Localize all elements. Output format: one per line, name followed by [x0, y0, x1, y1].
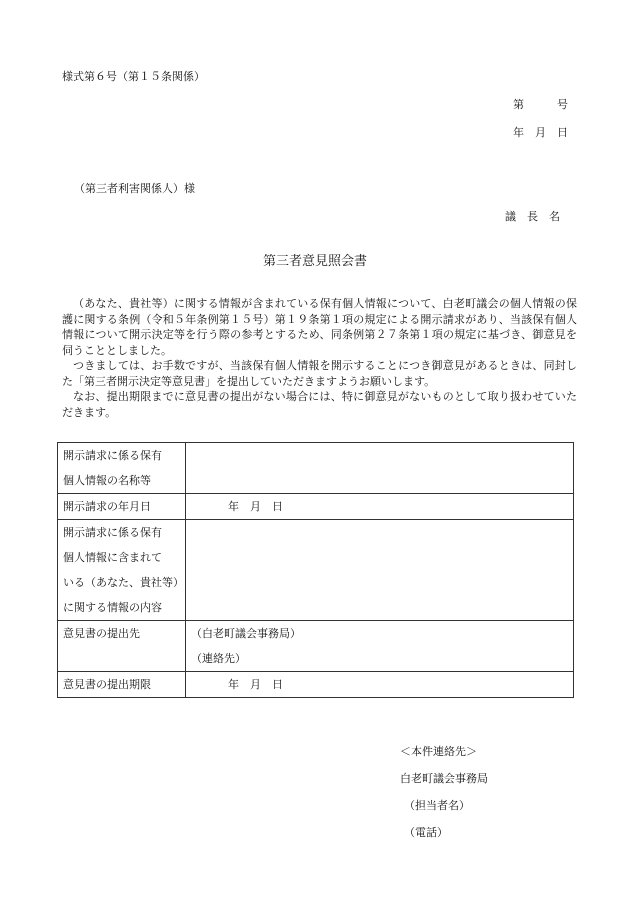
table-label-cell — [58, 443, 186, 494]
document-date: 年 月 日 — [513, 126, 568, 139]
table-value-cell[interactable] — [186, 494, 574, 520]
table-label-line: 個人情報の名称等 — [63, 474, 151, 487]
body-text — [62, 296, 577, 420]
body-paragraph-1: （あなた、貴社等）に関する情報が含まれている保有個人情報について、白老町議会の個人情報の保護に関する条例（令和５年条例第１５号）第１９条第１項の規定による開示請求があり、当該保有個人情報について開示決定等を行う際の参考とするため、同条例第２７条第１項の規定に基づき、御意見を伺うこととしました。 — [62, 297, 577, 357]
table-label-line: 開示請求の年月日 — [63, 500, 151, 513]
deadline-value: 年 月 日 — [228, 678, 283, 691]
contact-heading: ＜本件連絡先＞ — [400, 745, 477, 758]
table-label-cell — [58, 621, 186, 672]
table-label-line: に関する情報の内容 — [63, 601, 162, 614]
contact-phone: （電話） — [404, 826, 448, 839]
submit-to-office: （白老町議会事務局） — [191, 627, 301, 640]
table-value-cell[interactable] — [186, 520, 574, 621]
table-value-cell[interactable] — [186, 672, 574, 698]
table-label-line: 個人情報に含まれて — [63, 551, 162, 564]
table-label-line: いる（あなた、貴社等） — [63, 576, 184, 589]
table-row-info-content — [58, 520, 574, 621]
body-paragraph-3: なお、提出期限までに意見書の提出がない場合には、特に御意見がないものとして取り扱わせていただきます。 — [62, 390, 577, 419]
table-label-line: 開示請求に係る保有 — [63, 449, 162, 462]
request-date-value: 年 月 日 — [228, 500, 283, 513]
table-label-cell — [58, 520, 186, 621]
body-paragraph-2: つきましては、お手数ですが、当該保有個人情報を開示することにつき御意見があるときは、同封した「第三者開示決定等意見書」を提出していただきますようお願いします。 — [62, 359, 577, 388]
contact-person: （担当者名） — [404, 799, 470, 812]
document-number: 第 号 — [513, 98, 568, 111]
table-row-submit-to — [58, 621, 574, 672]
contact-block — [400, 738, 488, 846]
table-value-cell[interactable] — [186, 621, 574, 672]
table-label-cell — [58, 672, 186, 698]
table-label-line: 開示請求に係る保有 — [63, 526, 162, 539]
table-label-line: 意見書の提出先 — [63, 627, 140, 640]
information-table — [57, 442, 574, 698]
table-row-deadline — [58, 672, 574, 698]
contact-office: 白老町議会事務局 — [400, 772, 488, 785]
sender-name: 議 長 名 — [505, 210, 560, 223]
table-value-cell[interactable] — [186, 443, 574, 494]
submit-to-contact: （連絡先） — [191, 652, 246, 665]
addressee: （第三者利害関係人）様 — [74, 182, 195, 195]
table-row-info-name — [58, 443, 574, 494]
table-label-line: 意見書の提出期限 — [63, 678, 151, 691]
form-number: 様式第６号（第１５条関係） — [62, 70, 205, 83]
table-row-request-date — [58, 494, 574, 520]
document-title: 第三者意見照会書 — [262, 254, 367, 269]
table-label-cell — [58, 494, 186, 520]
